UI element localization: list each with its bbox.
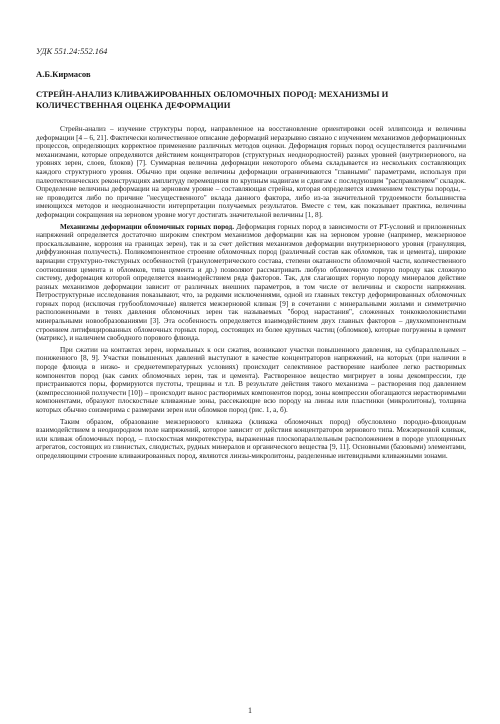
- udc-code: УДК 551.24:552.164: [36, 47, 108, 56]
- paragraph-1: [36, 125, 466, 220]
- paragraph-3: [36, 346, 466, 415]
- paragraph-text: При сжатии на контактах зерен, нормальных к оси сжатия, возникают участки повышенного давления, на субпараллельных – пониженного [8, 9]. Участки повышенных давлений выступают в качестве концентраторов напряжений, на которых (при наличии в породе флюида в низко- и среднетемпературных условиях) происходит селективное растворение наиболее легко растворимых компонентов пород (как самих обломочных зерен, так и цемента). Растворенное вещество мигрирует в зоны декомпрессии, где пристраиваются поры, формируются пустоты, трещины и т.п. В результате действия такого механизма – растворения под давлением (компрессионной ползучести [10]) – происходит вынос растворимых компонентов пород, зоны компрессии обогащаются нерастворимыми компонентами, образуют плоскостные кливажные зоны, рассекающие всю породу на линзы или пластинки (микролитоны), толщина которых обычно соизмерима с размерами зерен или обломков пород (рис. 1, а, б).: [36, 345, 466, 414]
- paragraph-text: Стрейн-анализ – изучение структуры пород, направленное на восстановление ориентировки осей эллипсоида и величины деформации [4 – 6, 21]. Фактически количественное описание деформаций неразрывно связано с изучением механизмов деформационных процессов, определяющих корректное применение различных методов оценки. Деформация горных пород осуществляется различными механизмами, которые определяются действием концентраторов (структурных неоднородностей) разных уровней (внутризернового, на уровнях зерен, слоев, блоков) [7]. Суммарная величина деформации некоторого объема складывается из нескольких составляющих каждого структурного уровня. Обычно при оценке величины деформации ограничиваются "главными" параметрами, используя при палеотектонических реконструкциях амплитуду перемещения по крупным надвигам и сдвигам с последующим "расправлением" складок. Определение величины деформации на зерновом уровне – составляющая стрейна, которая определяется изменением текстуры породы, – не проводится либо по причине "несущественного" вклада данного фактора, либо из-за значительной трудоемкости большинства имеющихся методов и неоднозначности интерпретации получаемых результатов. Вместе с тем, как показывает практика, величины деформации сокращения на зерновом уровне могут достигать значительной величины [1, 8].: [36, 125, 466, 219]
- paragraph-text: Таким образом, образование межзернового кливажа (кливажа обломочных пород) обусловлено породно-флюидным взаимодействием в неоднородном поле напряжений, которое зависит от действия концентраторов зернового типа. Межзерновой кливаж, или кливаж обломочных пород, – плоскостная микротекстура, выраженная плоскопараллельным расположением в породе уплощенных агрегатов, состоящих из глинистых, слюдистых, рудных минералов и органического вещества [9, 11]. Основными (базовыми) элементами, определяющими строение кливажированных пород, являются линзы-микролитоны, разделенные интевидными кливажными зонами.: [36, 417, 466, 460]
- author-name: А.Б.Кирмасов: [36, 69, 91, 79]
- paragraph-text: Деформация горных пород в зависимости от PT-условий и приложенных напряжений определяется достаточно широким спектром механизмов деформации как на зерновом уровне (например, межзерновое проскальзывание, коррозия на границах зерен), так и за счет действия механизмов деформации внутризернового уровня (грануляция, диффузионная ползучесть). Поликомпонентное строение обломочных пород (различный состав как обломков, так и цемента), широкие вариации структурно-текстурных особенностей (гранулометрического состава, степени окатанности обломочной части, количественного соотношения цемента и обломков, типа цемента и др.) позволяют рассматривать любую обломочную горную породу как сложную систему, деформация которой определяется взаимодействием ряда факторов. Так, для слагающих горную породу минералов действие разных механизмов деформации зависит от различных внешних параметров, в том числе от величины и скорости напряжения. Петроструктурные исследования показывают, что, за редкими исключениями, одной из главных текстур деформированных обломочных горных пород (исключая грубообломочные) является межзерновой кливаж [9] в сочетании с минеральными жилами и симметрично расположенными в тенях давления обломочных зерен так называемых "бород нарастания", сложенных тонкокволокнистыми минеральными новообразованиями [3]. Эта особенность определяется взаимодействием двух главных факторов – двухкомпонентным строением литифицированных обломочных горных пород, состоящих из более крупных частиц (обломков), которые погружены в цемент (матрикс), и наличием свободного порового флюида.: [36, 222, 466, 343]
- article-title: СТРЕЙН-АНАЛИЗ КЛИВАЖИРОВАННЫХ ОБЛОМОЧНЫХ ПОРОД: МЕХАНИЗМЫ И КОЛИЧЕСТВЕННАЯ ОЦЕНКА ДЕФОРМАЦИИ: [36, 89, 389, 110]
- article-body: [36, 125, 466, 464]
- paragraph-2: [36, 223, 466, 343]
- page-number: 1: [248, 706, 252, 715]
- run-in-heading: Механизмы деформации обломочных горных пород.: [60, 222, 235, 231]
- paragraph-4: [36, 418, 466, 461]
